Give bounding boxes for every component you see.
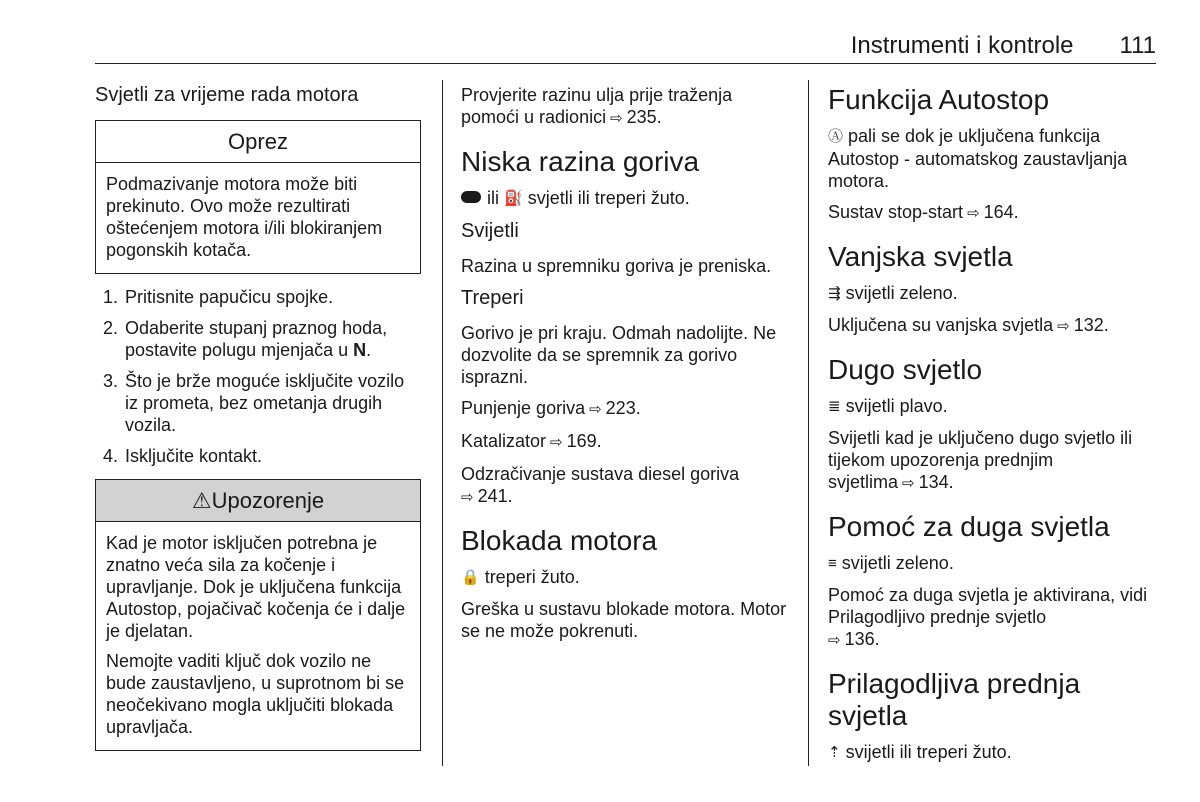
assist-text: Pomoć za duga svjetla je aktivirana, vidi Prilagodljivo prednje svjetlo ⇨ 136.: [828, 585, 1148, 649]
caution-box: [95, 120, 421, 274]
page-header: [851, 32, 1156, 60]
low-fuel-desc: ili ⛽ svjetli ili treperi žuto.: [461, 187, 791, 210]
list-item: 4. Isključite kontakt.: [103, 446, 263, 466]
heading-flashing: Treperi: [461, 287, 524, 309]
page-ref-icon: ⇨: [828, 632, 841, 649]
heading-adaptive-lights: Prilagodljiva prednja svjetla: [828, 668, 1081, 731]
high-beam-icon: ≣: [828, 398, 841, 415]
column-divider-1: [442, 80, 443, 766]
column-2: [461, 84, 791, 651]
fuel-pump-icon: ⛽: [504, 190, 523, 207]
highbeam-desc: ≣ svijetli plavo.: [828, 396, 948, 416]
warning-text-2: Nemojte vaditi ključ dok vozilo ne bude zaustavljeno, u suprotnom bi se neočekivano mogla uključiti blokada upravljača.: [106, 651, 405, 737]
warning-box: [95, 479, 421, 751]
immobilizer-icon: 🔒: [461, 569, 480, 586]
header-rule: [95, 63, 1156, 64]
catalyst-ref: Katalizator ⇨ 169.: [461, 431, 602, 451]
highbeam-text: Svijetli kad je uključeno dugo svjetlo ili tijekom upozorenja prednjim svjetlima ⇨ 134.: [828, 428, 1133, 492]
exterior-light-icon: ⇶: [828, 285, 841, 302]
list-item: 1. Pritisnite papučicu spojke.: [103, 287, 334, 307]
column-3: [828, 84, 1156, 773]
heading-lit: Svijetli: [461, 220, 519, 242]
high-beam-assist-icon: ≡: [828, 555, 837, 572]
immobilizer-text: Greška u sustavu blokade motora. Motor se ne može pokrenuti.: [461, 599, 787, 641]
page-ref-icon: ⇨: [550, 434, 563, 451]
list-item: 2. Odaberite stupanj praznog hoda, postavite polugu mjenjača u N.: [103, 318, 388, 360]
list-item: 3. Što je brže moguće isključite vozilo iz prometa, bez ometanja drugih vozila.: [103, 371, 405, 435]
steps-list: [95, 286, 421, 467]
autostop-desc: Ⓐ pali se dok je uključena funkcija Autostop - automatskog zaustavljanja motora.: [828, 126, 1128, 191]
neutral-gear-label: N: [353, 340, 367, 360]
immobilizer-desc: 🔒 treperi žuto.: [461, 567, 580, 587]
column-1: [95, 84, 421, 751]
page-ref-icon: ⇨: [902, 475, 915, 492]
page-ref-icon: ⇨: [610, 110, 623, 127]
page-ref-icon: ⇨: [589, 401, 602, 418]
heading-high-beam-assist: Pomoć za duga svjetla: [828, 511, 1110, 542]
adaptive-light-icon: ⇡: [828, 744, 841, 761]
exterior-desc: ⇶ svijetli zeleno.: [828, 283, 958, 303]
flashing-text: Gorivo je pri kraju. Odmah nadolijte. Ne dozvolite da se spremnik za gorivo isprazni.: [461, 323, 777, 387]
column-divider-2: [808, 80, 809, 766]
warning-title: ⚠Upozorenje: [96, 480, 420, 522]
adaptive-desc: ⇡ svijetli ili treperi žuto.: [828, 742, 1012, 762]
stopstart-ref: Sustav stop-start ⇨ 164.: [828, 202, 1019, 222]
page-ref-icon: ⇨: [461, 489, 474, 506]
heading-immobilizer: Blokada motora: [461, 525, 658, 556]
page-number: 111: [1119, 32, 1156, 59]
caution-text: Podmazivanje motora može biti prekinuto. Ovo može rezultirati oštećenjem motora i/ili blokiranjem pogonskih kotača.: [106, 174, 383, 260]
page-ref-icon: ⇨: [1057, 318, 1070, 335]
heading-autostop: Funkcija Autostop: [828, 84, 1050, 115]
indicator-dot-icon: [461, 191, 481, 203]
page-ref-icon: ⇨: [967, 205, 980, 222]
header-title: Instrumenti i kontrole: [850, 32, 1074, 59]
oil-check-text: Provjerite razinu ulja prije traženja pomoći u radionici ⇨ 235.: [461, 85, 733, 127]
section-subtitle: Svjetli za vrijeme rada motora: [95, 84, 359, 106]
warning-triangle-icon: ⚠: [191, 488, 212, 513]
heading-exterior-lights: Vanjska svjetla: [828, 241, 1013, 272]
autostop-icon: Ⓐ: [828, 128, 844, 145]
warning-text-1: Kad je motor isključen potrebna je znatno veća sila za kočenje i upravljanje. Dok je uključena funkcija Autostop, pojačivač kočenja će i dalje je djelatan.: [106, 533, 406, 641]
bleeding-ref: Odzračivanje sustava diesel goriva ⇨ 241.: [461, 464, 740, 506]
caution-title: Oprez: [96, 121, 420, 163]
heading-low-fuel: Niska razina goriva: [461, 146, 700, 177]
exterior-ref: Uključena su vanjska svjetla ⇨ 132.: [828, 315, 1109, 335]
refuel-ref: Punjenje goriva ⇨ 223.: [461, 398, 641, 418]
heading-high-beam: Dugo svjetlo: [828, 354, 983, 385]
lit-text: Razina u spremniku goriva je preniska.: [461, 256, 772, 276]
assist-desc: ≡ svijetli zeleno.: [828, 553, 954, 573]
